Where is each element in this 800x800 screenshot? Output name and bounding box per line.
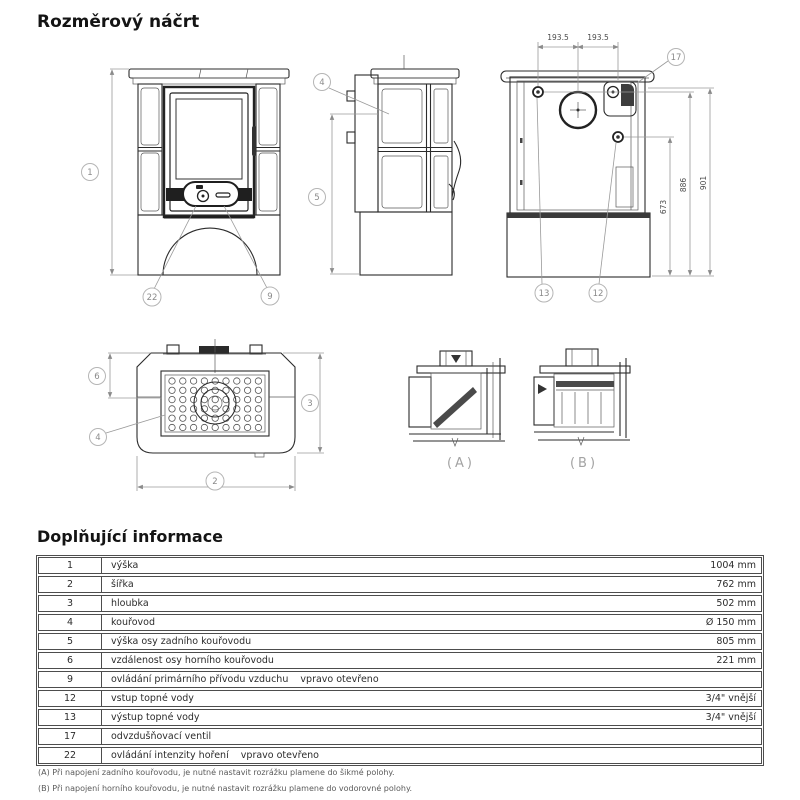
table-row [38,747,762,764]
info-section-title: Doplňující informace [37,527,224,546]
callout-grate [90,429,107,446]
callout-flue [314,74,331,91]
water-outlet-fitting [533,87,543,97]
callout-height [82,164,99,181]
baffle-slanted [433,387,477,428]
table-row [38,690,762,707]
callout-depth [302,395,319,412]
row-value: 221 mm [716,655,756,666]
row-value [756,748,761,763]
row-number: 13 [39,710,102,725]
row-number: 17 [39,729,102,744]
table-row [38,728,762,745]
row-value: Ø 150 mm [705,617,756,628]
row-label: šířka [111,579,134,590]
row-number: 6 [39,653,102,668]
footnote-a: (A) Při napojení zadního kouřovodu, je nutné nastavit rozrážku plamene do šikmé polohy. [38,768,395,777]
front-left-tiles [138,84,162,215]
callout-rear-flue-axis [309,189,326,206]
table-row [38,652,762,669]
row-label: ovládání intenzity hoření vpravo otevřeno [111,750,319,761]
table-row [38,614,762,631]
row-number: 3 [39,596,102,611]
table-row [38,595,762,612]
row-value: 502 mm [716,598,756,609]
dim-label-886: 886 [679,177,688,193]
back-view [501,33,714,302]
row-label: hloubka [111,598,149,609]
callout-water-outlet [535,284,553,302]
row-value: 762 mm [716,579,756,590]
row-label: vzdálenost osy horního kouřovodu [111,655,274,666]
svg-text:13: 13 [538,289,550,299]
row-number: 2 [39,577,102,592]
callout-primary-air-control [261,287,279,305]
row-number: 9 [39,672,102,687]
flue-direction-arrow-down [451,355,461,363]
svg-text:4: 4 [95,433,101,443]
row-label: výška osy zadního kouřovodu [111,636,252,647]
dim-label-673: 673 [659,199,668,215]
row-value: 1004 mm [710,560,756,571]
page-title: Rozměrový náčrt [37,12,200,32]
baffle-horizontal [556,381,614,387]
row-value: 805 mm [716,636,756,647]
callout-width [206,472,224,490]
row-label: odvzdušňovací ventil [111,731,212,742]
table-row [38,671,762,688]
rear-panel [355,75,378,212]
svg-text:2: 2 [212,477,218,487]
flue-direction-arrow-right [538,384,547,394]
table-row [38,709,762,726]
door-handle [252,126,256,156]
control-panel [164,182,254,219]
svg-text:12: 12 [592,289,604,299]
row-number: 22 [39,748,102,763]
row-value: 3/4" vnější [705,712,756,723]
row-value [756,729,761,744]
section-a-label: (A) [446,456,476,471]
callout-burn-intensity-control [143,288,161,306]
row-number: 5 [39,634,102,649]
back-pedestal [507,213,650,277]
dim-label-right-spacing: 193.5 [587,33,609,42]
dim-label-left-spacing: 193.5 [547,33,569,42]
svg-text:22: 22 [146,293,158,303]
callout-water-inlet [589,284,607,302]
svg-text:5: 5 [314,193,320,203]
side-view [309,55,461,275]
grate-grid [169,378,262,431]
section-a [409,351,505,471]
table-row [38,557,762,574]
row-label: kouřovod [111,617,155,628]
row-number: 4 [39,615,102,630]
front-pedestal [138,215,280,275]
side-pedestal [360,212,452,275]
row-label: výška [111,560,139,571]
front-right-tiles [256,84,280,215]
row-label: vstup topné vody [111,693,194,704]
row-label: ovládání primárního přívodu vzduchu vpravo otevřeno [111,674,379,685]
table-row [38,576,762,593]
front-view [82,69,290,306]
svg-text:3: 3 [307,399,313,409]
top-view [89,339,325,491]
section-b-label: (B) [569,456,599,471]
row-value [756,672,761,687]
svg-text:9: 9 [267,292,273,302]
section-b [534,349,630,471]
callout-top-flue-distance [89,368,106,385]
row-value: 3/4" vnější [705,693,756,704]
svg-text:1: 1 [87,168,93,178]
svg-text:6: 6 [94,372,100,382]
svg-text:17: 17 [670,53,682,63]
dim-label-901: 901 [699,175,708,191]
row-label: výstup topné vody [111,712,200,723]
footnote-b: (B) Při napojení horního kouřovodu, je nutné nastavit rozrážku plamene do vodorovné polohy. [38,784,413,793]
callout-vent-valve [668,49,685,66]
row-number: 1 [39,558,102,573]
rear-flue-outlet [560,92,596,128]
info-table [36,555,764,766]
water-inlet-fitting [613,132,623,142]
svg-text:4: 4 [319,78,325,88]
table-row [38,633,762,650]
row-number: 12 [39,691,102,706]
